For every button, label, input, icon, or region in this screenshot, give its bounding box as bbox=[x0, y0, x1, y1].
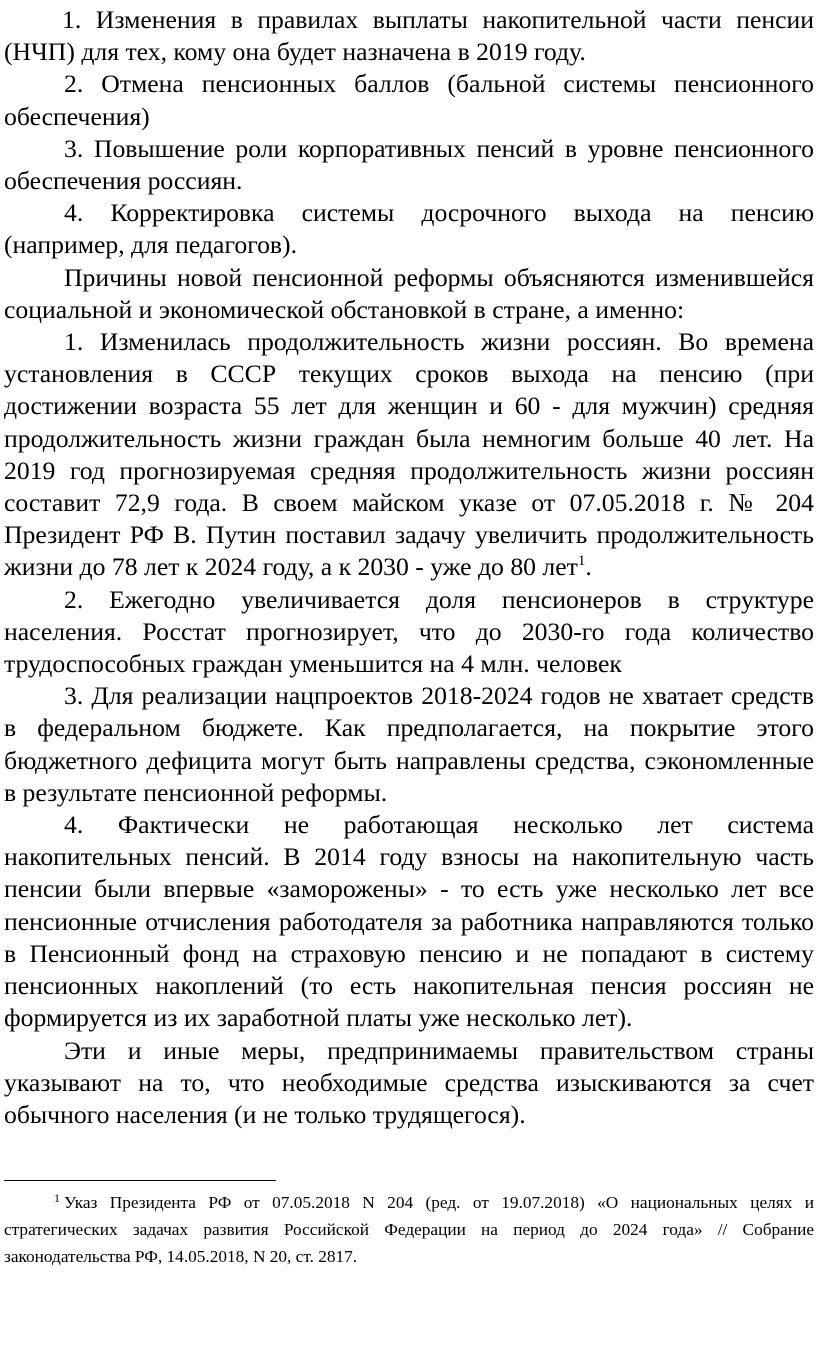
list-item bbox=[4, 4, 814, 68]
list-number: 1. bbox=[64, 327, 84, 357]
document-body bbox=[4, 4, 814, 1131]
list-item-text: Изменилась продолжительность жизни россиян. Во времена установления в СССР текущих сроков выхода на пенсию (при достижении возраста 55 лет для женщин и 60 - для мужчин) средняя продолжительность жизни граждан была немногим больше 40 лет. На 2019 год прогнозируемая средняя продолжительность жизни россиян составит 72,9 года. В своем майском указе от 07.05.2018 г. № 204 Президент РФ В. Путин поставил задачу увеличить продолжительность жизни до 78 лет к 2024 году, а к 2030 - уже до 80 лет bbox=[4, 327, 814, 582]
footnote bbox=[4, 1190, 814, 1270]
footnote-text: Указ Президента РФ от 07.05.2018 N 204 (ред. от 19.07.2018) «О национальных целях и стратегических задачах развития Российской Федерации на период до 2024 года» // Собрание законодательства РФ, 14.05.2018, N 20, ст. 2817. bbox=[4, 1193, 814, 1266]
list-item-text: Изменения в правилах выплаты накопительной части пенсии (НЧП) для тех, кому она будет назначена в 2019 году. bbox=[4, 5, 815, 67]
list-item-text: Ежегодно увеличивается доля пенсионеров в структуре населения. Росстат прогнозирует, что до 2030-го года количество трудоспособных граждан уменьшится на 4 млн. человек bbox=[4, 584, 815, 679]
list-item bbox=[4, 680, 814, 809]
list-item bbox=[4, 197, 814, 261]
list-item-tail: . bbox=[585, 552, 592, 582]
list-item-text: Фактически не работающая несколько лет система накопительных пенсий. В 2014 году взносы на накопительную часть пенсии были впервые «заморожены» - то есть уже несколько лет все пенсионные отчисления работодателя за работника направляются только в Пенсионный фонд на страховую пенсию и не попадают в систему пенсионных накоплений (то есть накопительная пенсия россиян не формируется из их заработной платы уже несколько лет). bbox=[4, 810, 814, 1033]
list-number: 4. bbox=[64, 810, 84, 840]
footnote-mark: 1 bbox=[54, 1191, 60, 1205]
footnote-reference[interactable]: 1 bbox=[577, 553, 586, 570]
list-item bbox=[4, 584, 814, 681]
footnote-separator bbox=[4, 1180, 276, 1181]
list-item bbox=[4, 68, 814, 132]
list-item-text: Повышение роли корпоративных пенсий в уровне пенсионного обеспечения россиян. bbox=[4, 133, 815, 196]
reasons-intro-paragraph: Причины новой пенсионной реформы объясняются изменившейся социальной и экономической обстановкой в стране, а именно: bbox=[4, 262, 814, 324]
list-item bbox=[4, 133, 814, 197]
list-item-text: Корректировка системы досрочного выхода на пенсию (например, для педагогов). bbox=[4, 198, 815, 260]
list-item-text: Отмена пенсионных баллов (бальной системы пенсионного обеспечения) bbox=[4, 69, 814, 131]
list-number: 2. bbox=[64, 69, 84, 99]
conclusion-paragraph: Эти и иные меры, предпринимаемы правительством страны указывают на то, что необходимые средства изыскиваются за счет обычного населения (и не только трудящегося). bbox=[4, 1035, 814, 1129]
list-number: 3. bbox=[64, 133, 84, 163]
list-item bbox=[4, 326, 814, 584]
list-number: 3. bbox=[64, 681, 84, 711]
list-number: 4. bbox=[64, 198, 84, 228]
list-number: 2. bbox=[64, 584, 84, 614]
list-item bbox=[4, 809, 814, 1034]
list-number: 1. bbox=[62, 5, 82, 34]
list-item-text: Для реализации нацпроектов 2018-2024 годов не хватает средств в федеральном бюджете. Как предполагается, на покрытие этого бюджетного дефицита могут быть направлены средства, сэкономленные в результате пенсионной реформы. bbox=[4, 681, 815, 807]
